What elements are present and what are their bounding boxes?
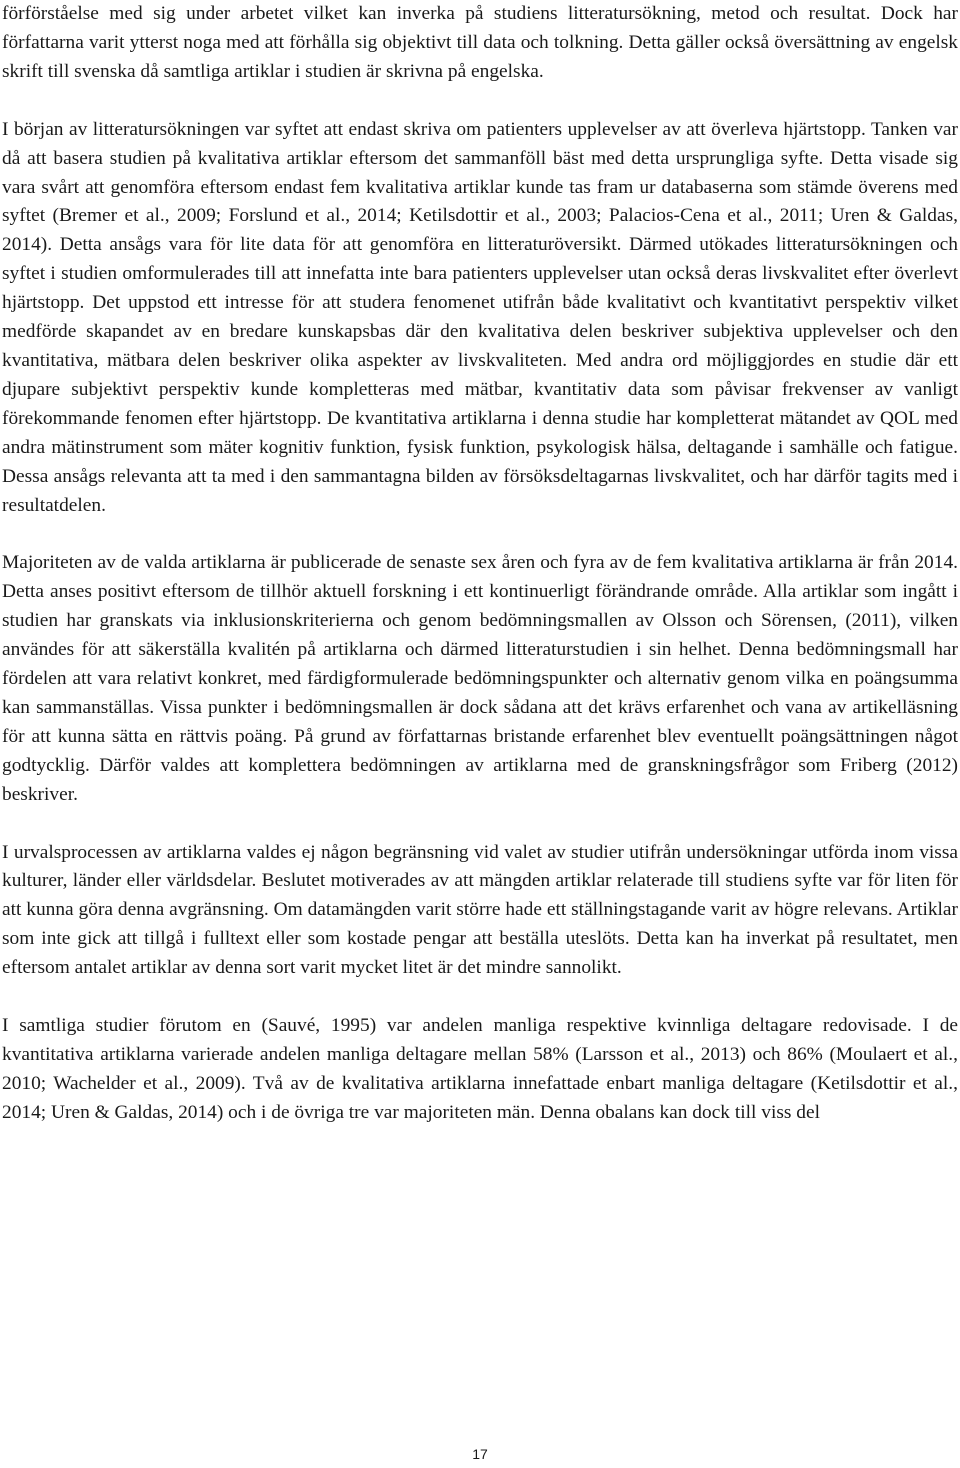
paragraph-1: förförståelse med sig under arbetet vilket kan inverka på studiens litteratursökning, metod och resultat. Dock har författarna varit ytterst noga med att förhålla sig objektivt till data och tolkning. Detta gäller också översättning av engelsk skrift till svenska då samtliga artiklar i studien är skrivna på engelska. — [2, 3, 958, 82]
paragraph-5: I samtliga studier förutom en (Sauvé, 1995) var andelen manliga respektive kvinnliga deltagare redovisade. I de kvantitativa artiklarna varierade andelen manliga deltagare mellan 58% (Larsson et al., 2013) och 86% (Moulaert et al., 2010; Wachelder et al., 2009). Två av de kvalitativa artiklarna innefattade enbart manliga deltagare (Ketilsdottir et al., 2014; Uren & Galdas, 2014) och i de övriga tre var majoriteten män. Denna obalans kan dock till viss del — [2, 1015, 958, 1123]
paragraph-4: I urvalsprocessen av artiklarna valdes ej någon begränsning vid valet av studier utifrån undersökningar utförda inom vissa kulturer, länder eller världsdelar. Beslutet motiverades av att mängden artiklar relaterade till studiens syfte var för liten för att kunna göra denna avgränsning. Om datamängden varit större hade ett ställningstagande varit av högre relevans. Artiklar som inte gick att tillgå i fulltext eller som kostade pengar att beställa uteslöts. Detta kan ha inverkat på resultatet, men eftersom antalet artiklar av denna sort varit mycket litet är det mindre sannolikt. — [2, 841, 958, 979]
page-number: 17 — [472, 1446, 488, 1462]
paragraph-2: I början av litteratursökningen var syftet att endast skriva om patienters upplevelser av att överleva hjärtstopp. Tanken var då att basera studien på kvalitativa artiklar eftersom det sammanföll bäst med detta ursprungliga syfte. Detta visade sig vara svårt att genomföra eftersom endast fem kvalitativa artiklar kunde tas fram ur databaserna som stämde överens med syftet (Bremer et al., 2009; Forslund et al., 2014; Ketilsdottir et al., 2003; Palacios-Cena et al., 2011; Uren & Galdas, 2014). Detta ansågs vara för lite data för att genomföra en litteraturöversikt. Därmed utökades litteratursökningen och syftet i studien omformulerades till att innefatta inte bara patienters upplevelser utan också deras livskvalitet efter överlevt hjärtstopp. Det uppstod ett intresse för att studera fenomenet utifrån både kvalitativt och kvantitativt perspektiv vilket medförde skapandet av en bredare kunskapsbas där den kvalitativa delen beskriver subjektiva upplevelser och den kvantitativa, mätbara delen beskriver olika aspekter av livskvaliteten. Med andra ord möjliggjordes en studie där ett djupare subjektivt perspektiv kunde kompletteras med mätbar, kvantitativ data som påvisar frekvenser av vanligt förekommande fenomen efter hjärtstopp. De kvantitativa artiklarna i denna studie har kompletterat mätandet av QOL med andra mätinstrument som mäter kognitiv funktion, fysisk funktion, psykologisk hälsa, deltagande i samhälle och fatigue. Dessa ansågs relevanta att ta med i den sammantagna bilden av försöksdeltagarnas livskvalitet, och har därför tagits med i resultatdelen. — [2, 118, 958, 516]
document-page — [2, 0, 958, 1468]
paragraph-3: Majoriteten av de valda artiklarna är publicerade de senaste sex åren och fyra av de fem kvalitativa artiklarna är från 2014. Detta anses positivt eftersom de tillhör aktuell forskning i ett kontinuerligt förändrande område. Alla artiklar som ingått i studien har granskats via inklusionskriterierna och genom bedömningsmallen av Olsson och Sörensen, (2011), vilken användes för att säkerställa kvalitén på artiklarna och därmed litteraturstudien i sin helhet. Denna bedömningsmall har fördelen att vara relativt konkret, med färdigformulerade bedömningspunkter och alternativ genom vilka en poängsumma kan sammanställas. Vissa punkter i bedömningsmallen är dock sådana att det krävs erfarenhet och vana av artikelläsning för att kunna sätta en rättvis poäng. På grund av författarnas bristande erfarenhet blev eventuellt poängsättningen något godtycklig. Därför valdes att komplettera bedömningen av artiklarna med de granskningsfrågor som Friberg (2012) beskriver. — [2, 552, 958, 805]
